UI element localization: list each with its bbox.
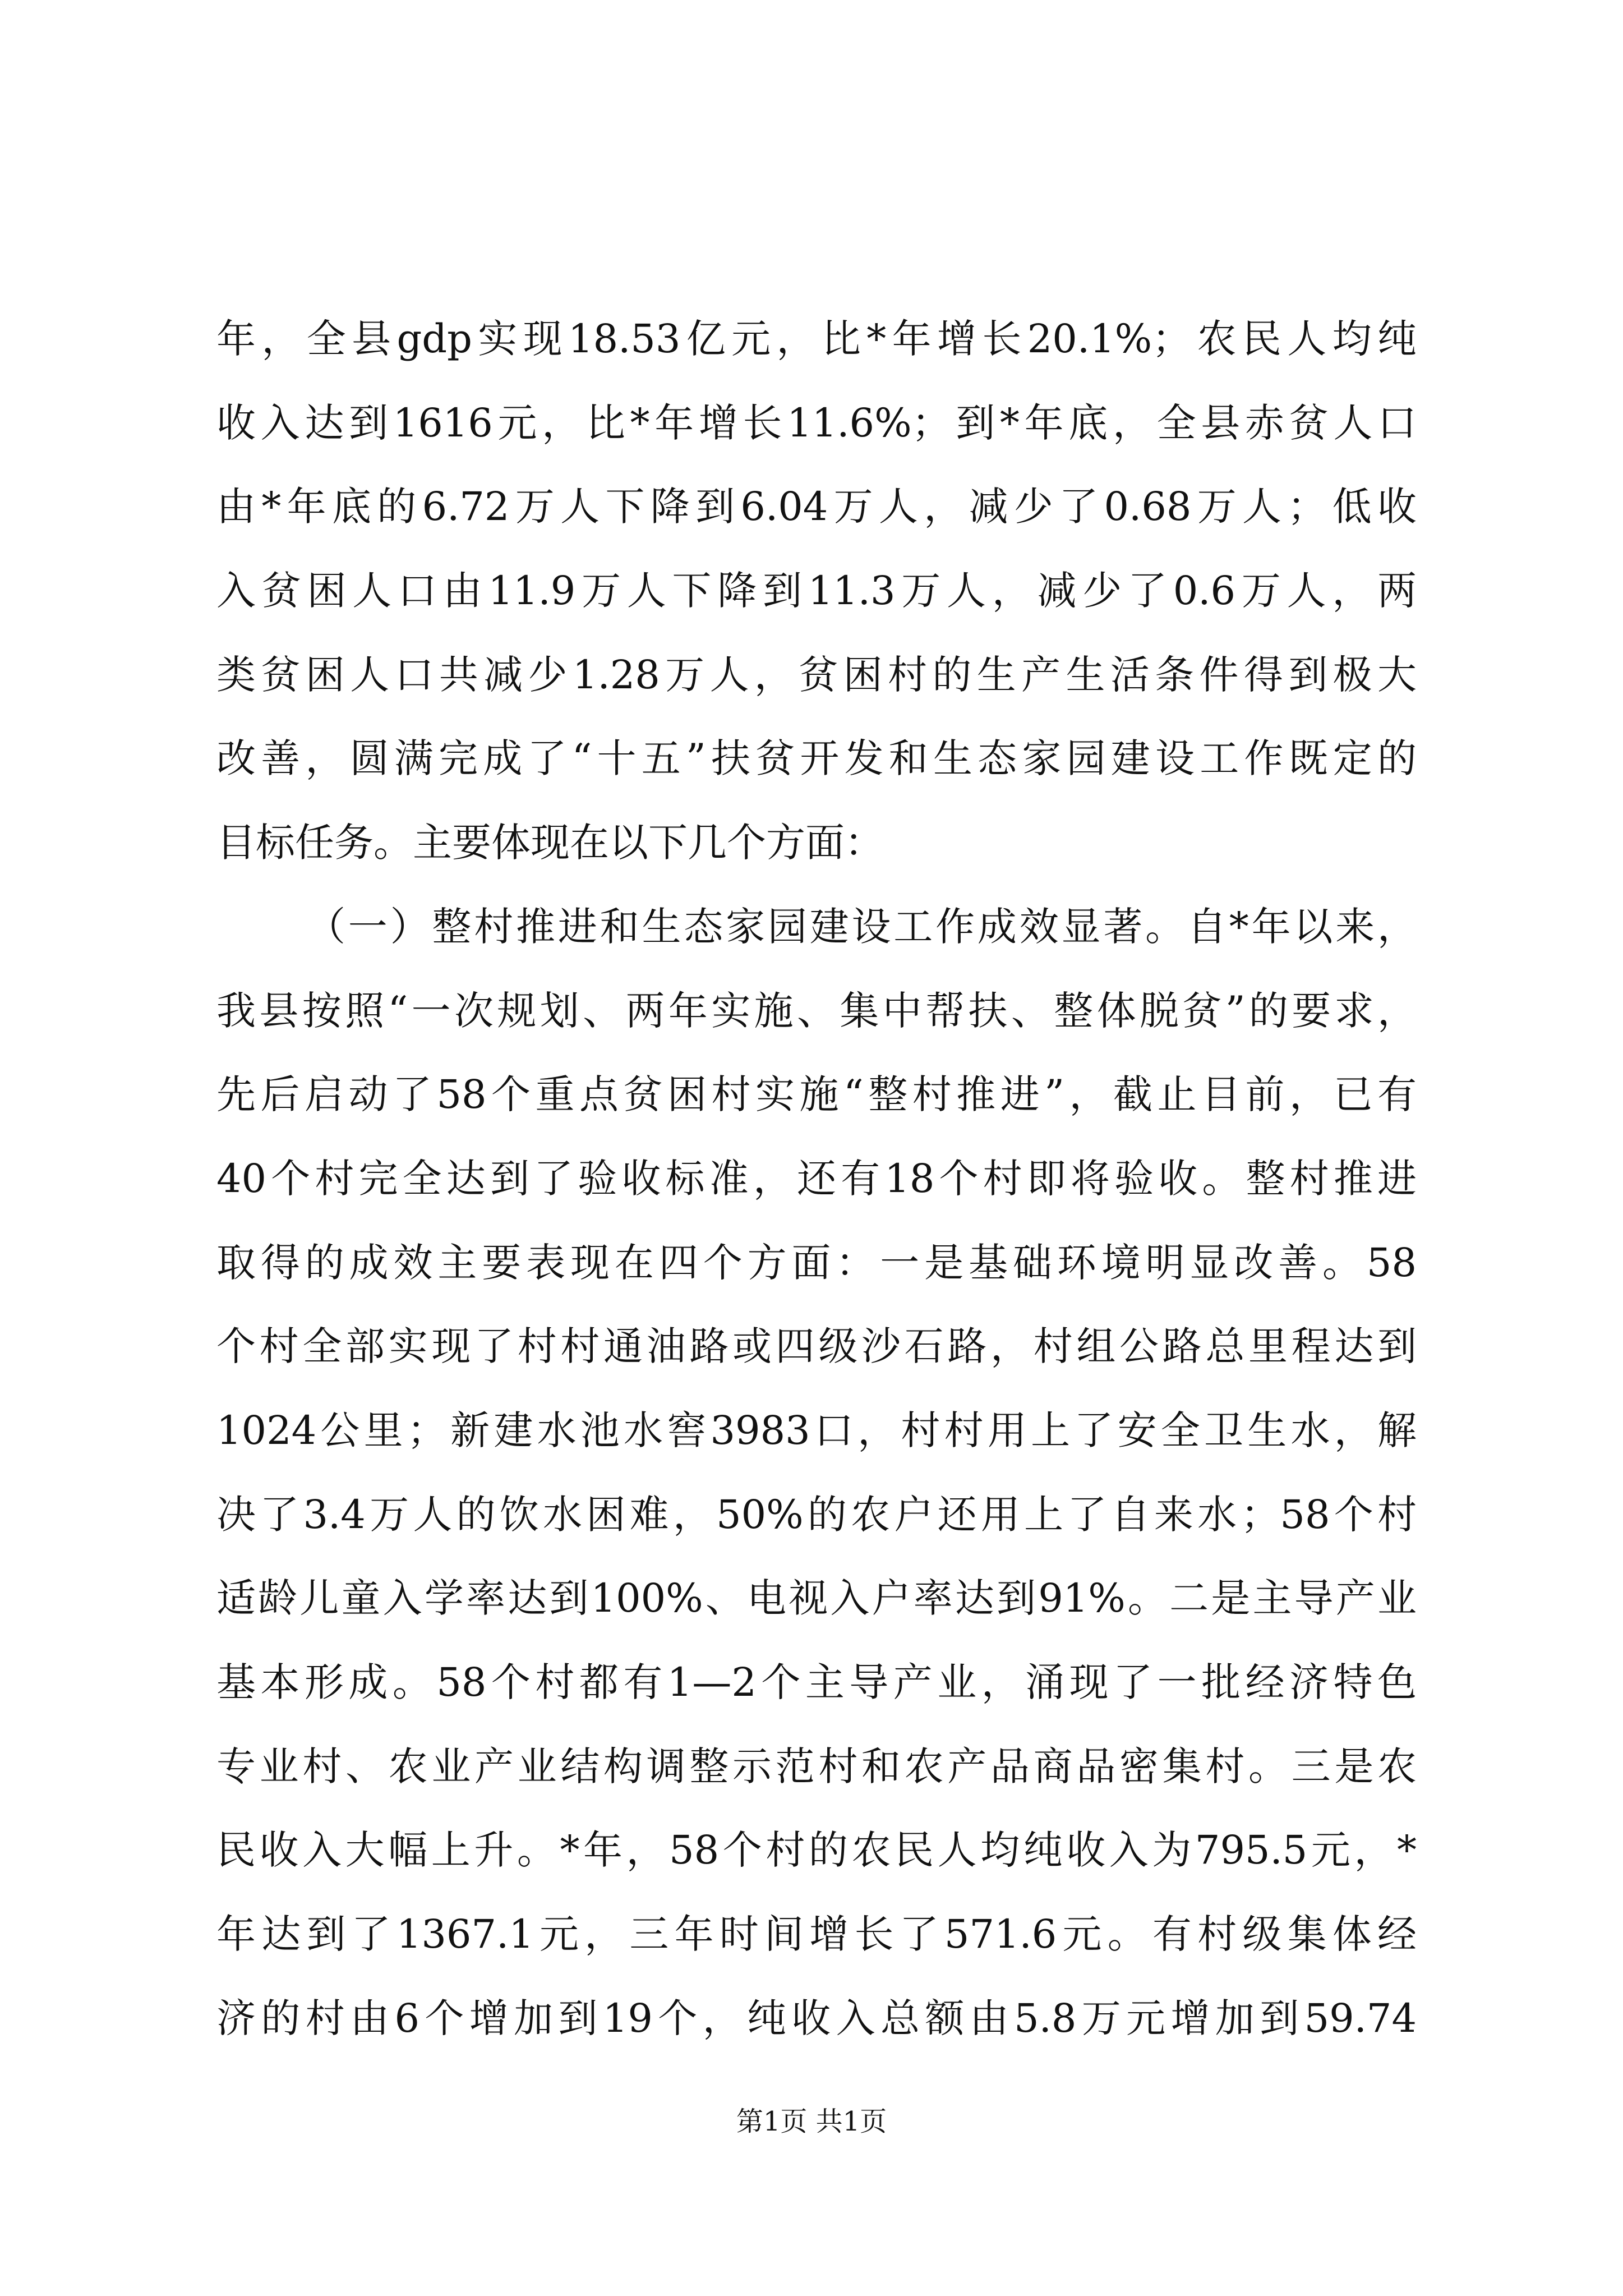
text-line: 民收入大幅上升。*年，58个村的农民人均纯收入为795.5元，* [216, 1827, 1417, 1874]
text-line: 类贫困人口共减少1.28万人，贫困村的生产生活条件得到极大 [216, 651, 1417, 698]
text-line: 决了3.4万人的饮水困难，50%的农户还用上了自来水；58个村 [216, 1491, 1417, 1538]
text-line: 个村全部实现了村村通油路或四级沙石路，村组公路总里程达到 [216, 1323, 1417, 1370]
text-line: 基本形成。58个村都有1—2个主导产业，涌现了一批经济特色 [216, 1659, 1417, 1705]
text-line: 收入达到1616元，比*年增长11.6%；到*年底，全县赤贫人口 [216, 399, 1417, 446]
text-line: 我县按照“一次规划、两年实施、集中帮扶、整体脱贫”的要求， [216, 987, 1417, 1034]
body-text [216, 297, 1417, 2060]
text-line: 济的村由6个增加到19个，纯收入总额由5.8万元增加到59.74 [216, 1995, 1417, 2041]
text-line: 由*年底的6.72万人下降到6.04万人，减少了0.68万人；低收 [216, 484, 1417, 530]
text-line: 40个村完全达到了验收标准，还有18个村即将验收。整村推进 [216, 1155, 1417, 1202]
text-line: 入贫困人口由11.9万人下降到11.3万人，减少了0.6万人，两 [216, 568, 1417, 614]
text-line: 先后启动了58个重点贫困村实施“整村推进”，截止目前，已有 [216, 1071, 1417, 1118]
text-line: 目标任务。主要体现在以下几个方面： [216, 820, 884, 866]
text-line: 专业村、农业产业结构调整示范村和农产品商品密集村。三是农 [216, 1743, 1417, 1789]
text-line: 取得的成效主要表现在四个方面：一是基础环境明显改善。58 [216, 1239, 1417, 1286]
page-footer: 第1页 共1页 [736, 2106, 887, 2137]
text-line: 1024公里；新建水池水窖3983口，村村用上了安全卫生水，解 [216, 1407, 1417, 1453]
text-line: 改善，圆满完成了“十五”扶贫开发和生态家园建设工作既定的 [216, 735, 1417, 782]
text-line: 年，全县gdp实现18.53亿元，比*年增长20.1%；农民人均纯 [216, 316, 1417, 362]
text-line: 适龄儿童入学率达到100%、电视入户率达到91%。二是主导产业 [216, 1575, 1417, 1622]
section-heading-line: （一）整村推进和生态家园建设工作成效显著。自*年以来， [306, 903, 1417, 950]
text-line: 年达到了1367.1元，三年时间增长了571.6元。有村级集体经 [216, 1911, 1417, 1958]
